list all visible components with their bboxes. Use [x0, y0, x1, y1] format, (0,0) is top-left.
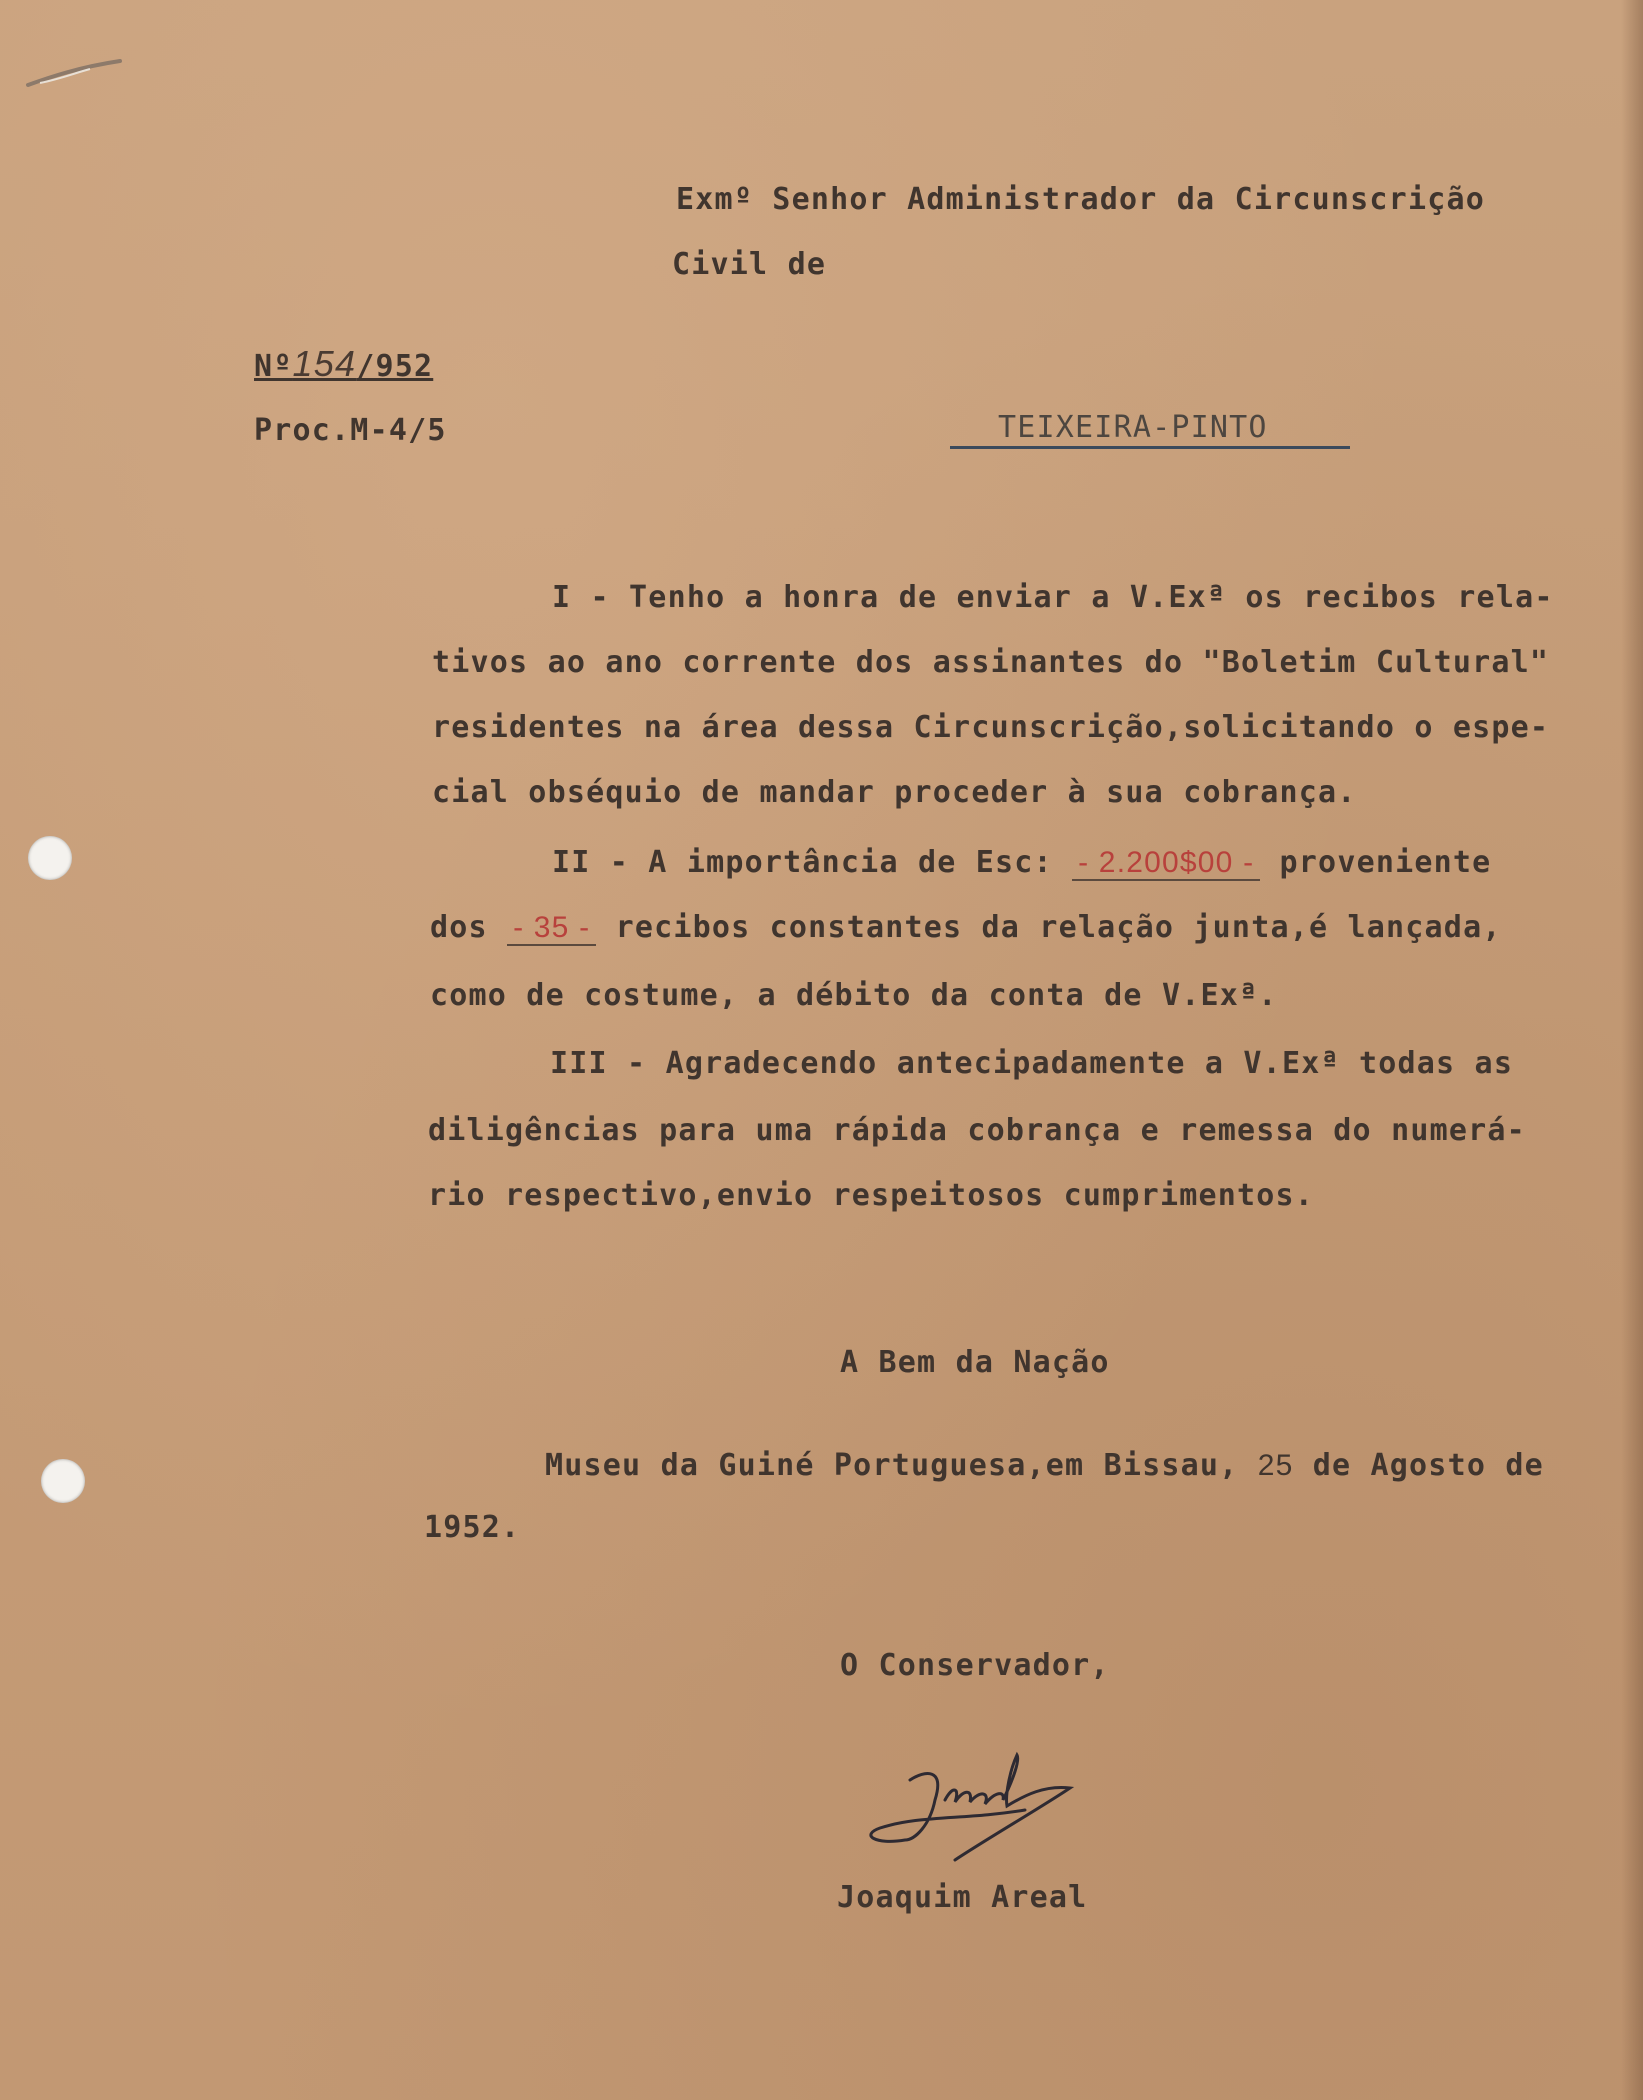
punch-hole-top [28, 836, 72, 880]
reference-number-handwritten: 154 [292, 343, 357, 384]
place-text: Museu da Guiné Portuguesa,em Bissau, [545, 1448, 1239, 1483]
paragraph-1-line-3: residentes na área dessa Circunscrição,solicitando o espe- [432, 710, 1550, 745]
amount-intro: II - A importância de Esc: [552, 845, 1053, 880]
addressee-line-1: Exmº Senhor Administrador da Circunscrição [676, 182, 1485, 217]
receipts-intro: dos [430, 910, 488, 945]
paragraph-2-line-1 [552, 845, 1491, 880]
staple-mark-icon [20, 55, 130, 95]
paragraph-3-line-2: diligências para uma rápida cobrança e remessa do numerá- [428, 1113, 1526, 1148]
amount-outro: proveniente [1279, 845, 1492, 880]
handwritten-signature [835, 1740, 1115, 1875]
punch-hole-bottom [41, 1459, 85, 1503]
amount-value: - 2.200$00 - [1072, 846, 1260, 881]
location-heading: TEIXEIRA-PINTO [998, 410, 1268, 445]
paragraph-2-line-3: como de costume, a débito da conta de V.Exª. [430, 978, 1278, 1013]
receipts-outro: recibos constantes da relação junta,é lançada, [615, 910, 1502, 945]
reference-number-suffix: /952 [356, 349, 434, 384]
paragraph-1-line-1-text: I - Tenho a honra de enviar a V.Exª os recibos rela- [552, 580, 1554, 615]
paragraph-3-line-1: III - Agradecendo antecipadamente a V.Exª todas as [550, 1046, 1514, 1081]
paper-edge-shadow [1621, 0, 1643, 2100]
addressee-line-2: Civil de [672, 247, 827, 282]
paragraph-1-line-4: cial obséquio de mandar proceder à sua cobrança. [432, 775, 1357, 810]
location-underline [950, 446, 1350, 449]
paragraph-1-line-2: tivos ao ano corrente dos assinantes do "Boletim Cultural" [432, 645, 1550, 680]
paragraph-1-line-1 [552, 580, 1584, 615]
date-year: 1952. [424, 1510, 521, 1545]
paragraph-3-line-3: rio respectivo,envio respeitosos cumprimentos. [428, 1178, 1315, 1213]
date-month: de Agosto de [1312, 1448, 1544, 1483]
reference-number [254, 343, 433, 385]
place-date-line [545, 1448, 1544, 1483]
salutation: A Bem da Nação [840, 1345, 1110, 1380]
date-day: 25 [1257, 1449, 1294, 1482]
signatory-title: O Conservador, [840, 1648, 1110, 1683]
paragraph-2-line-2 [430, 910, 1502, 945]
reference-number-prefix: Nº [254, 349, 293, 384]
receipts-count: - 35 - [507, 911, 596, 946]
process-number: Proc.M-4/5 [254, 413, 447, 448]
signatory-name: Joaquim Areal [837, 1880, 1088, 1915]
